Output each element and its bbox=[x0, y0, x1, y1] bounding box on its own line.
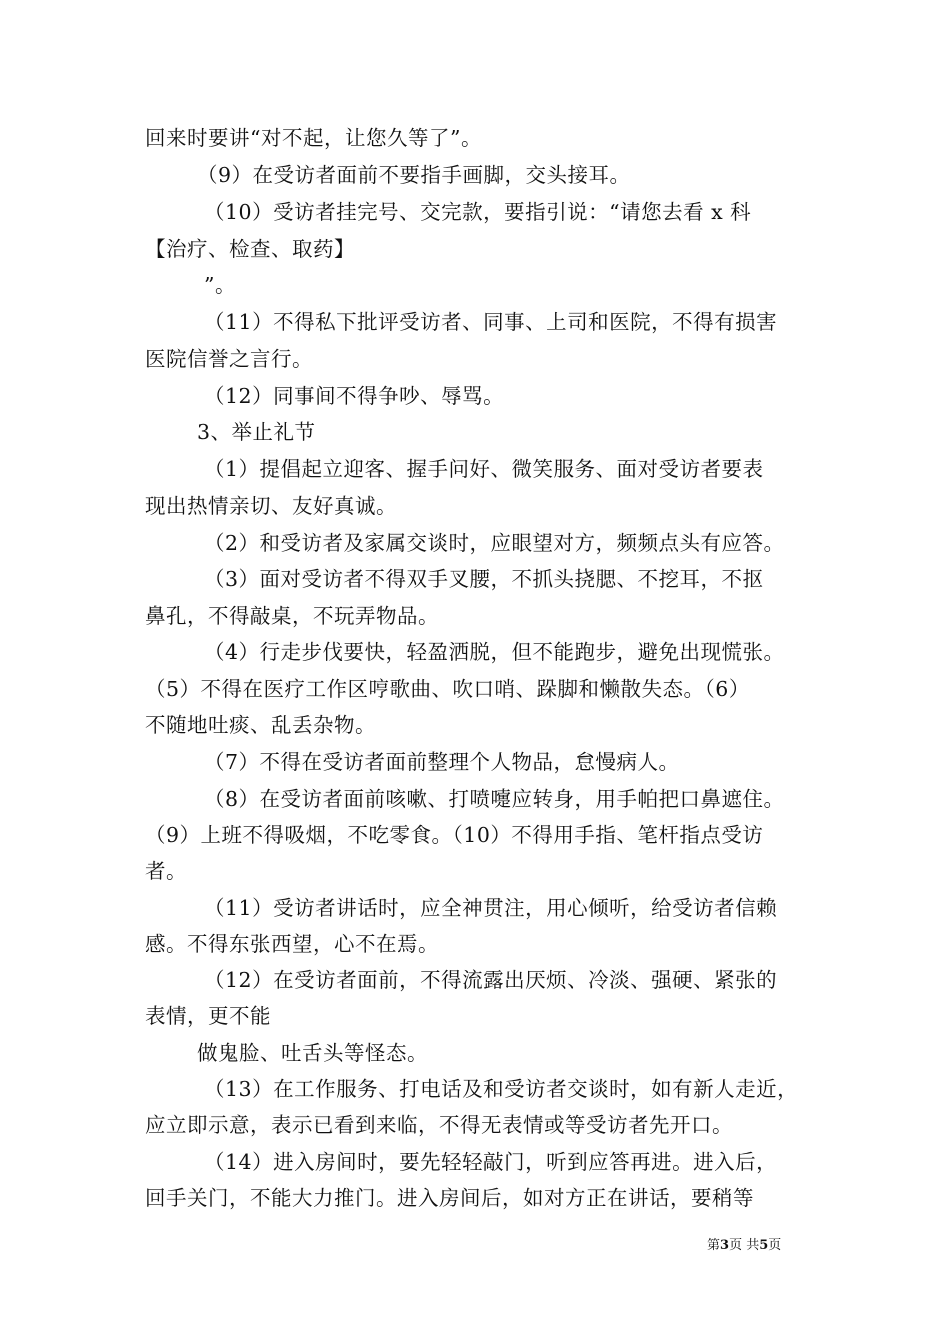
text-line-6: （11）不得私下批评受访者、同事、上司和医院，不得有损害 bbox=[204, 310, 778, 334]
text-line-17: 不随地吐痰、乱丢杂物。 bbox=[145, 713, 376, 737]
text-line-25: 表情，更不能 bbox=[145, 1004, 271, 1028]
text-line-30: 回手关门，不能大力推门。进入房间后，如对方正在讲话，要稍等 bbox=[145, 1186, 754, 1210]
text-line-8: （12）同事间不得争吵、辱骂。 bbox=[204, 384, 505, 408]
text-line-23: 感。不得东张西望，心不在焉。 bbox=[145, 932, 439, 956]
text-line-24: （12）在受访者面前，不得流露出厌烦、冷淡、强硬、紧张的 bbox=[204, 968, 778, 992]
text-line-3: （10）受访者挂完号、交完款，要指引说：“请您去看 x 科 bbox=[204, 200, 752, 224]
text-line-28: 应立即示意，表示已看到来临，不得无表情或等受访者先开口。 bbox=[145, 1113, 733, 1137]
text-line-7: 医院信誉之言行。 bbox=[145, 347, 313, 371]
footer-prefix: 第 bbox=[707, 1238, 721, 1253]
footer-suffix: 页 bbox=[768, 1238, 782, 1253]
text-line-14: 鼻孔，不得敲桌，不玩弄物品。 bbox=[145, 604, 439, 628]
text-line-2: （9）在受访者面前不要指手画脚，交头接耳。 bbox=[197, 163, 631, 187]
text-line-29: （14）进入房间时，要先轻轻敲门，听到应答再进。进入后， bbox=[204, 1150, 778, 1174]
text-line-19: （8）在受访者面前咳嗽、打喷嚏应转身，用手帕把口鼻遮住。 bbox=[204, 787, 785, 811]
text-line-10: （1）提倡起立迎客、握手问好、微笑服务、面对受访者要表 bbox=[204, 457, 764, 481]
text-line-11: 现出热情亲切、友好真诚。 bbox=[145, 494, 397, 518]
text-line-27: （13）在工作服务、打电话及和受访者交谈时，如有新人走近， bbox=[204, 1077, 799, 1101]
text-line-12: （2）和受访者及家属交谈时，应眼望对方，频频点头有应答。 bbox=[204, 531, 785, 555]
text-line-20: （9）上班不得吸烟，不吃零食。（10）不得用手指、笔杆指点受访 bbox=[145, 823, 764, 847]
footer-current-page: 3 bbox=[720, 1238, 730, 1253]
text-line-1: 回来时要讲“对不起，让您久等了”。 bbox=[145, 126, 482, 150]
footer-total-pages: 5 bbox=[759, 1238, 769, 1253]
text-line-15: （4）行走步伐要快，轻盈洒脱，但不能跑步，避免出现慌张。 bbox=[204, 640, 785, 664]
text-line-21: 者。 bbox=[145, 859, 187, 883]
text-line-16: （5）不得在医疗工作区哼歌曲、吹口哨、跺脚和懒散失态。（6） bbox=[145, 677, 750, 701]
text-line-18: （7）不得在受访者面前整理个人物品，怠慢病人。 bbox=[204, 750, 680, 774]
text-line-13: （3）面对受访者不得双手叉腰，不抓头挠腮、不挖耳，不抠 bbox=[204, 567, 764, 591]
text-line-22: （11）受访者讲话时，应全神贯注，用心倾听，给受访者信赖 bbox=[204, 896, 778, 920]
text-line-9: 3、举止礼节 bbox=[197, 420, 316, 444]
footer-middle: 页 共 bbox=[729, 1238, 760, 1253]
text-line-5: ”。 bbox=[204, 273, 236, 297]
text-line-26: 做鬼脸、吐舌头等怪态。 bbox=[197, 1041, 428, 1065]
text-line-4: 【治疗、检查、取药】 bbox=[145, 237, 355, 261]
page-footer bbox=[707, 1237, 781, 1255]
